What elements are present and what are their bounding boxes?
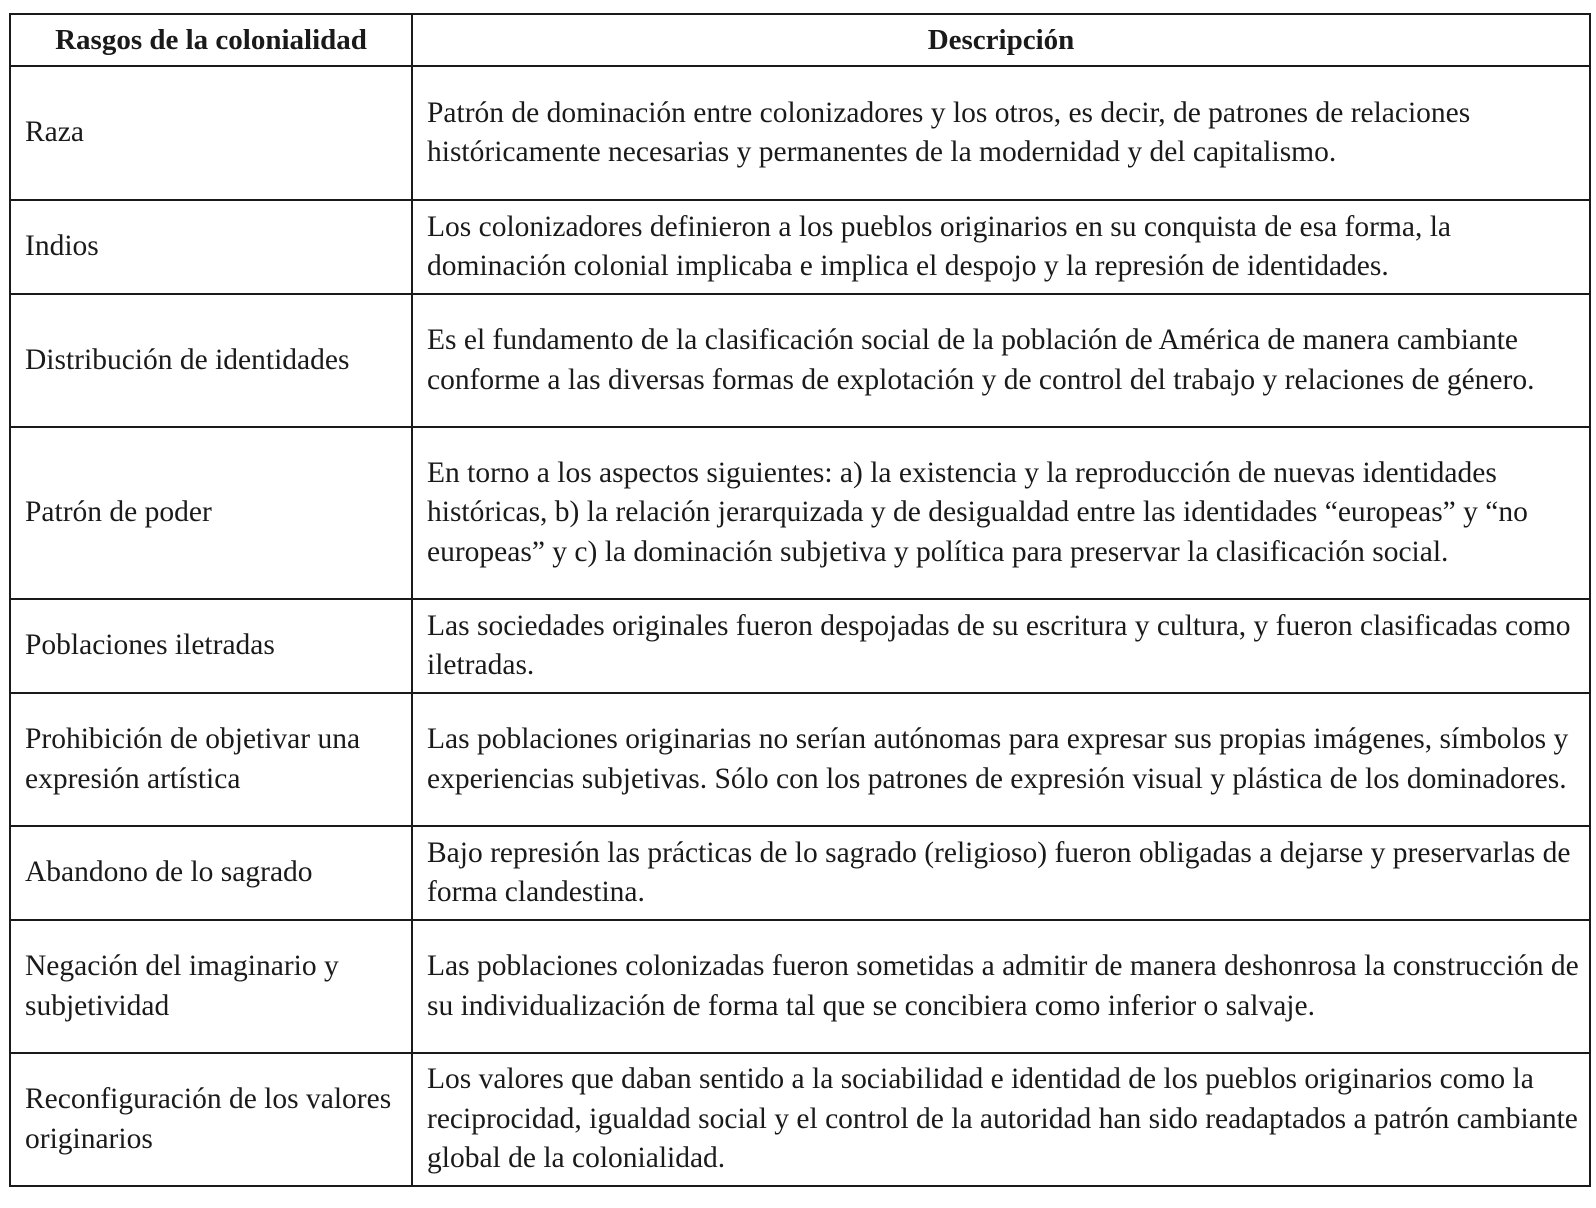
table-row — [10, 294, 1590, 427]
header-description: Descripción — [412, 14, 1590, 66]
trait-cell: Patrón de poder — [10, 427, 412, 599]
table-row — [10, 920, 1590, 1053]
header-trait: Rasgos de la colonialidad — [10, 14, 412, 66]
description-cell: Las sociedades originales fueron despojadas de su escritura y cultura, y fueron clasificadas como iletradas. — [412, 599, 1590, 693]
trait-cell: Prohibición de objetivar una expresión artística — [10, 693, 412, 826]
trait-cell: Indios — [10, 200, 412, 294]
table-row — [10, 200, 1590, 294]
table-row — [10, 1053, 1590, 1186]
description-cell: Los colonizadores definieron a los pueblos originarios en su conquista de esa forma, la dominación colonial implicaba e implica el despojo y la represión de identidades. — [412, 200, 1590, 294]
description-cell: En torno a los aspectos siguientes: a) la existencia y la reproducción de nuevas identidades históricas, b) la relación jerarquizada y de desigualdad entre las identidades “europeas” y “no europeas” y c) la dominación subjetiva y política para preservar la clasificación social. — [412, 427, 1590, 599]
description-cell: Las poblaciones originarias no serían autónomas para expresar sus propias imágenes, símbolos y experiencias subjetivas. Sólo con los patrones de expresión visual y plástica de los dominadores. — [412, 693, 1590, 826]
trait-cell: Raza — [10, 66, 412, 200]
trait-cell: Distribución de identidades — [10, 294, 412, 427]
trait-cell: Abandono de lo sagrado — [10, 826, 412, 920]
table-row — [10, 599, 1590, 693]
header-row — [10, 14, 1590, 66]
description-cell: Patrón de dominación entre colonizadores y los otros, es decir, de patrones de relaciones históricamente necesarias y permanentes de la modernidad y del capitalismo. — [412, 66, 1590, 200]
table-row — [10, 693, 1590, 826]
trait-cell: Poblaciones iletradas — [10, 599, 412, 693]
trait-cell: Negación del imaginario y subjetividad — [10, 920, 412, 1053]
table-row — [10, 66, 1590, 200]
table-row — [10, 427, 1590, 599]
description-cell: Las poblaciones colonizadas fueron sometidas a admitir de manera deshonrosa la construcción de su individualización de forma tal que se concibiera como inferior o salvaje. — [412, 920, 1590, 1053]
description-cell: Bajo represión las prácticas de lo sagrado (religioso) fueron obligadas a dejarse y preservarlas de forma clandestina. — [412, 826, 1590, 920]
colonialidad-table — [9, 13, 1591, 1187]
description-cell: Es el fundamento de la clasificación social de la población de América de manera cambiante conforme a las diversas formas de explotación y de control del trabajo y relaciones de género. — [412, 294, 1590, 427]
description-cell: Los valores que daban sentido a la sociabilidad e identidad de los pueblos originarios como la reciprocidad, igualdad social y el control de la autoridad han sido readaptados a patrón cambiante global de la colonialidad. — [412, 1053, 1590, 1186]
table-row — [10, 826, 1590, 920]
trait-cell: Reconfiguración de los valores originarios — [10, 1053, 412, 1186]
